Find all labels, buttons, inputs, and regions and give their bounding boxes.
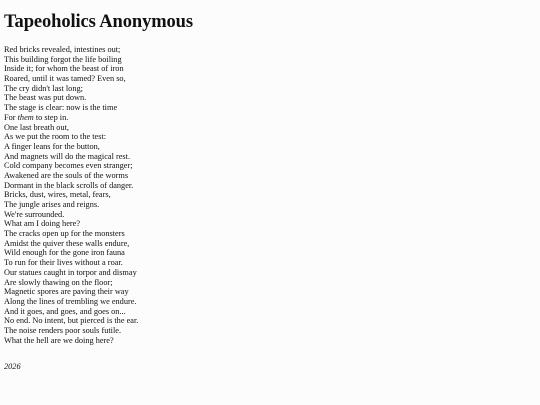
poem-line-emphasis (4, 113, 540, 123)
poem-line: The noise renders poor souls futile. (4, 325, 122, 335)
poem-line: Dormant in the black scrolls of danger. (4, 180, 134, 190)
poem-line: The jungle arises and reigns. (4, 200, 100, 209)
poem-title: Tapeoholics Anonymous (4, 12, 193, 32)
line-suffix: to step in. (33, 112, 69, 122)
poem-line: To run for their lives without a roar. (4, 258, 123, 268)
poem-line: What am I doing here? (4, 219, 81, 229)
line-prefix: For (4, 112, 18, 122)
poem-line: No end. No intent, but pierced is the ear. (4, 316, 139, 326)
poem-line: Roared, until it was tamed? Even so, (4, 74, 126, 84)
poem-line: Amidst the quiver these walls endure, (4, 238, 130, 248)
poem-line: The beast was put down. (4, 93, 87, 103)
poem-line: And it goes, and goes, and goes on... (4, 306, 126, 316)
poem-line: Inside it; for whom the beast of iron (4, 64, 124, 74)
poem-line: Bricks, dust, wires, metal, fears, (4, 190, 111, 200)
poem-line: Awakened are the souls of the worms (4, 170, 129, 180)
poem-line: Along the lines of trembling we endure. (4, 296, 137, 306)
poem-line: Magnetic spores are paving their way (4, 287, 129, 297)
poem-line: The cracks open up for the monsters (4, 229, 125, 239)
poem-line: A finger leans for the button, (4, 141, 100, 151)
poem-year: 2026 (4, 362, 21, 371)
poem-line: What the hell are we doing here? (4, 335, 114, 345)
poem-line: Are slowly thawing on the floor; (4, 277, 113, 287)
poem-line: Cold company becomes even stranger; (4, 161, 133, 171)
poem-line: And magnets will do the magical rest. (4, 151, 131, 161)
poem-line: Our statues caught in torpor and dismay (4, 267, 137, 277)
poem-line: The cry didn't last long; (4, 83, 83, 93)
poem-line: As we put the room to the test: (4, 132, 107, 142)
poem-body (4, 45, 540, 345)
poem-line: One last breath out, (4, 122, 69, 132)
poem-line: Red bricks revealed, intestines out; (4, 45, 121, 54)
poem-line: This building forgot the life boiling (4, 54, 122, 64)
poem-line: The stage is clear: now is the time (4, 103, 118, 113)
emphasized-word: them (17, 112, 34, 122)
poem-line: Wild enough for the gone iron fauna (4, 248, 125, 258)
poem-line: We're surrounded. (4, 209, 65, 219)
